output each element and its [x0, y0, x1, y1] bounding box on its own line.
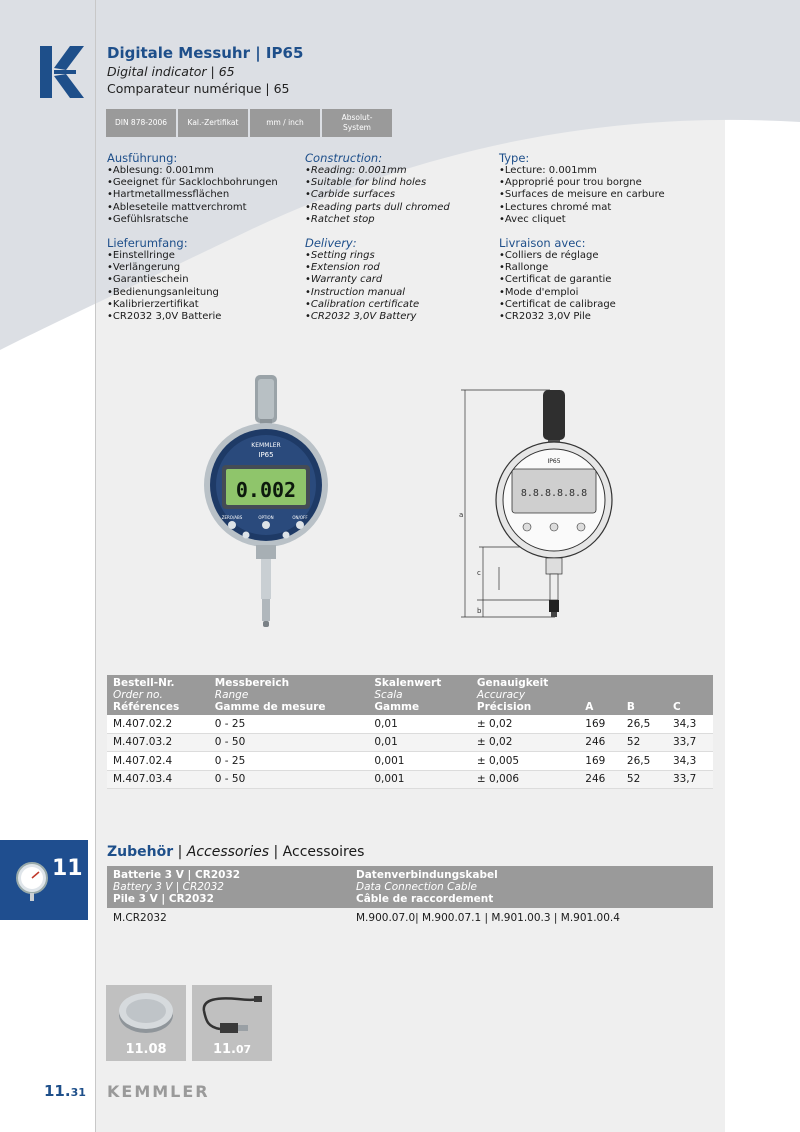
battery-thumbnail[interactable]	[106, 985, 186, 1061]
list-type	[499, 165, 699, 226]
header-de: Skalenwert	[374, 677, 442, 689]
col-order-no	[107, 675, 209, 715]
list-item: • Certificat de calibrage	[499, 299, 699, 311]
list-item: • Mode d'emploi	[499, 287, 699, 299]
page-title: Digitale Messuhr | IP65	[107, 44, 304, 62]
cell-accuracy: ± 0,02	[471, 733, 579, 752]
badge-calibration: Kal.-Zertifikat	[178, 109, 248, 137]
kemmler-logo-icon	[40, 46, 84, 98]
photo-brand: KEMMLER	[251, 442, 281, 449]
cell-b: 52	[621, 770, 667, 789]
table-header-row	[107, 866, 713, 908]
badge-din: DIN 878-2006	[106, 109, 176, 137]
cell-range: 0 - 25	[209, 715, 369, 733]
cell-c: 33,7	[667, 770, 713, 789]
cell-order-no: M.407.02.4	[107, 752, 209, 771]
list-item: • Verlängerung	[107, 262, 307, 274]
header-fr: Précision	[476, 701, 532, 713]
accessories-table	[107, 866, 713, 928]
list-item: • Ableseteile mattverchromt	[107, 202, 307, 214]
page-number-main: 11.	[44, 1082, 71, 1100]
cell-scale: 0,001	[368, 752, 471, 771]
features-de	[107, 151, 307, 333]
table-header-row	[107, 675, 713, 715]
table-row	[107, 733, 713, 752]
technical-drawing	[455, 385, 615, 630]
list-item: • Extension rod	[305, 262, 505, 274]
heading-lieferumfang: Lieferumfang:	[107, 236, 188, 251]
cell-b: 26,5	[621, 752, 667, 771]
list-item: • Warranty card	[305, 274, 505, 286]
cable-thumbnail[interactable]	[192, 985, 272, 1061]
list-item: • Lecture: 0.001mm	[499, 165, 699, 177]
features-fr	[499, 151, 699, 333]
subtitle-en: Digital indicator | 65	[107, 64, 235, 79]
header-en: Order no.	[113, 689, 163, 701]
photo-ip: IP65	[258, 451, 274, 459]
list-item: • Reading parts dull chromed	[305, 202, 505, 214]
section-tab[interactable]	[0, 840, 88, 920]
list-item: • Garantieschein	[107, 274, 307, 286]
list-ausfuehrung	[107, 165, 307, 226]
list-item: • Hartmetallmessflächen	[107, 189, 307, 201]
header-fr: Gamme de mesure	[214, 701, 326, 713]
accessories-title-en: Accessories	[186, 844, 270, 860]
header-en: Battery 3 V | CR2032	[113, 881, 224, 893]
list-item: • Certificat de garantie	[499, 274, 699, 286]
col-battery	[107, 866, 350, 908]
cell-battery-order: M.CR2032	[107, 908, 350, 928]
cell-a: 169	[579, 715, 621, 733]
drawing-display-value: 8.8.8.8.8.8	[520, 488, 588, 499]
cell-order-no: M.407.03.4	[107, 770, 209, 789]
col-cable	[350, 866, 713, 908]
list-item: • Ratchet stop	[305, 214, 505, 226]
list-item: • CR2032 3,0V Pile	[499, 311, 699, 323]
cell-accuracy: ± 0,006	[471, 770, 579, 789]
col-accuracy	[471, 675, 579, 715]
cell-scale: 0,01	[368, 715, 471, 733]
data-cable-icon	[198, 991, 266, 1037]
cell-order-no: M.407.03.2	[107, 733, 209, 752]
feature-badges	[106, 109, 392, 137]
thumbnail-caption-main: 11.	[212, 1042, 236, 1057]
cell-scale: 0,01	[368, 733, 471, 752]
cell-b: 52	[621, 733, 667, 752]
cell-range: 0 - 50	[209, 733, 369, 752]
cell-c: 33,7	[667, 733, 713, 752]
page-number-sub: 31	[70, 1086, 86, 1099]
list-livraison	[499, 250, 699, 323]
header-en: Data Connection Cable	[356, 881, 477, 893]
cell-range: 0 - 50	[209, 770, 369, 789]
thumbnail-caption-sub: 07	[235, 1043, 252, 1056]
coin-battery-icon	[116, 991, 176, 1035]
table-row	[107, 752, 713, 771]
list-item: • Rallonge	[499, 262, 699, 274]
heading-type: Type:	[499, 151, 530, 165]
list-item: • Ablesung: 0.001mm	[107, 165, 307, 177]
cell-range: 0 - 25	[209, 752, 369, 771]
products-table	[107, 675, 713, 789]
heading-ausfuehrung: Ausführung:	[107, 151, 178, 165]
badge-units: mm / inch	[250, 109, 320, 137]
accessory-thumbnails	[106, 985, 272, 1061]
list-lieferumfang	[107, 250, 307, 323]
header-de: Batterie 3 V | CR2032	[113, 869, 241, 881]
photo-button-label: OPTION	[258, 515, 274, 520]
footer-brand: KEMMLER	[107, 1082, 210, 1101]
list-item: • Reading: 0.001mm	[305, 165, 505, 177]
cell-c: 34,3	[667, 715, 713, 733]
table-row	[107, 908, 713, 928]
cell-b: 26,5	[621, 715, 667, 733]
header-de: Datenverbindungskabel	[356, 869, 498, 881]
dimension-a-label: a	[459, 511, 464, 519]
list-item: • Gefühlsratsche	[107, 214, 307, 226]
cell-c: 34,3	[667, 752, 713, 771]
col-range	[209, 675, 369, 715]
header-de: Bestell-Nr.	[113, 677, 175, 689]
list-item: • Suitable for blind holes	[305, 177, 505, 189]
thumbnail-caption: 11.08	[125, 1042, 167, 1057]
cell-cable-order: M.900.07.0| M.900.07.1 | M.901.00.3 | M.901.00.4	[350, 908, 713, 928]
photo-display-value: 0.002	[235, 478, 297, 502]
list-item: • Kalibrierzertifikat	[107, 299, 307, 311]
accessories-title-de: Zubehör	[107, 844, 174, 860]
cell-a: 246	[579, 770, 621, 789]
col-a: A	[579, 675, 621, 715]
col-scale	[368, 675, 471, 715]
list-delivery	[305, 250, 505, 323]
list-construction	[305, 165, 505, 226]
digital-indicator-photo	[200, 375, 330, 630]
header-fr: Références	[113, 701, 180, 713]
cell-accuracy: ± 0,02	[471, 715, 579, 733]
table-row	[107, 715, 713, 733]
header-fr: Câble de raccordement	[356, 893, 494, 905]
thumbnail-caption	[192, 1042, 272, 1057]
list-item: • Instruction manual	[305, 287, 505, 299]
badge-absolute: Absolut- System	[322, 109, 392, 137]
accessories-title-fr: Accessoires	[282, 844, 365, 860]
heading-livraison: Livraison avec:	[499, 236, 586, 251]
list-item: • Avec cliquet	[499, 214, 699, 226]
dimension-b-label: b	[477, 607, 482, 615]
section-number: 11	[52, 856, 83, 881]
header-en: Accuracy	[476, 689, 526, 701]
header-de: Genauigkeit	[476, 677, 549, 689]
dial-gauge-icon	[12, 860, 56, 904]
heading-delivery: Delivery:	[305, 236, 357, 251]
col-c: C	[667, 675, 713, 715]
cell-a: 169	[579, 752, 621, 771]
page-divider	[95, 0, 96, 1132]
photo-button-label: ZERO/ABS	[221, 515, 243, 520]
list-item: • Einstellringe	[107, 250, 307, 262]
header-fr: Gamme	[374, 701, 420, 713]
list-item: • CR2032 3,0V Batterie	[107, 311, 307, 323]
list-item: • Setting rings	[305, 250, 505, 262]
list-item: • Calibration certificate	[305, 299, 505, 311]
list-item: • Bedienungsanleitung	[107, 287, 307, 299]
page-number	[44, 1082, 86, 1100]
list-item: • Lectures chromé mat	[499, 202, 699, 214]
header-de: Messbereich	[214, 677, 290, 689]
list-item: • Geeignet für Sacklochbohrungen	[107, 177, 307, 189]
accessories-title: Zubehör | Accessories | Accessoires	[107, 844, 365, 860]
features-en	[305, 151, 505, 333]
list-item: • Approprié pour trou borgne	[499, 177, 699, 189]
list-item: • Surfaces de meisure en carbure	[499, 189, 699, 201]
photo-button-label: ON/OFF	[292, 515, 308, 520]
header-en: Scala	[374, 689, 403, 701]
list-item: • Colliers de réglage	[499, 250, 699, 262]
dimension-c-label: c	[477, 569, 481, 577]
header-fr: Pile 3 V | CR2032	[113, 893, 214, 905]
cell-scale: 0,001	[368, 770, 471, 789]
list-item: • CR2032 3,0V Battery	[305, 311, 505, 323]
cell-accuracy: ± 0,005	[471, 752, 579, 771]
drawing-ip: IP65	[547, 458, 561, 465]
table-row	[107, 770, 713, 789]
header-en: Range	[214, 689, 249, 701]
subtitle-fr: Comparateur numérique | 65	[107, 81, 290, 96]
list-item: • Carbide surfaces	[305, 189, 505, 201]
cell-order-no: M.407.02.2	[107, 715, 209, 733]
col-b: B	[621, 675, 667, 715]
cell-a: 246	[579, 733, 621, 752]
heading-construction: Construction:	[305, 151, 383, 165]
